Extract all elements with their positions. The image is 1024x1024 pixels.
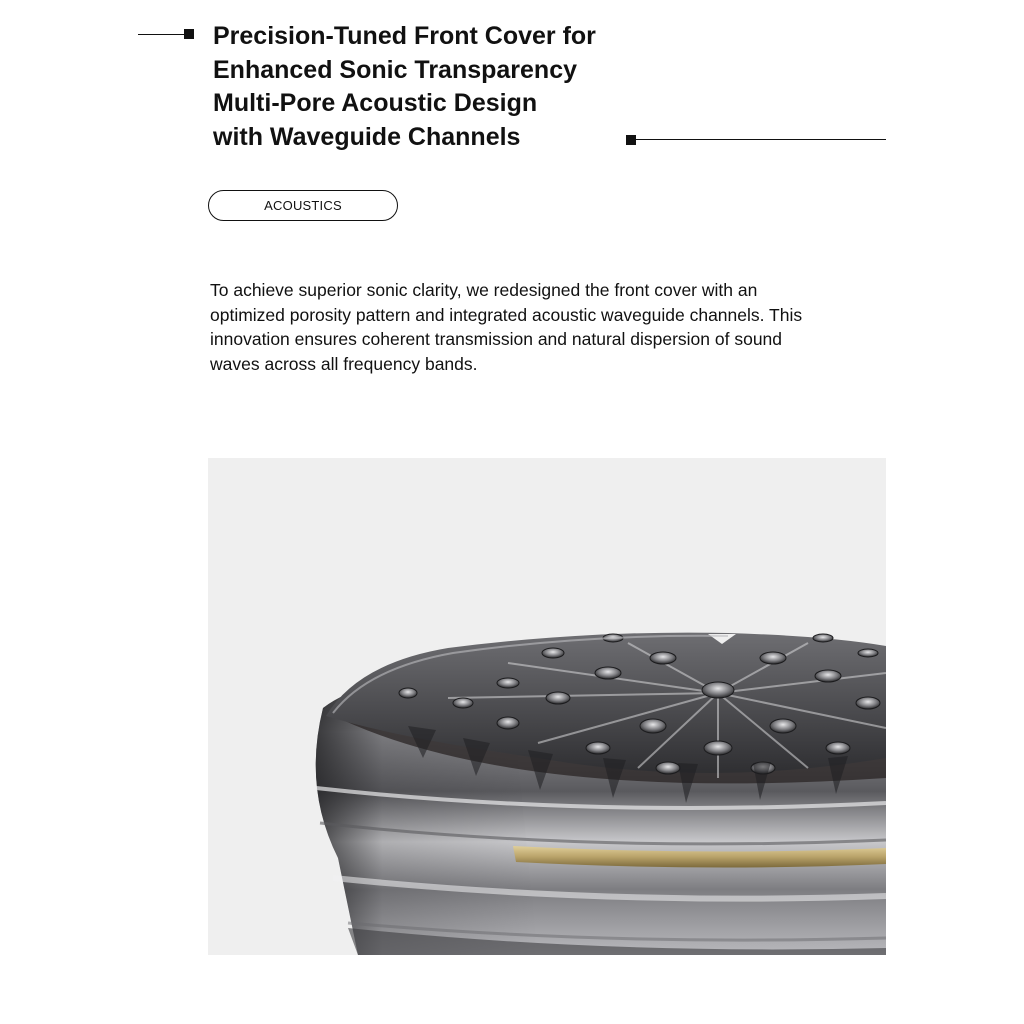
product-image <box>208 458 886 955</box>
headline-line-2: Enhanced Sonic Transparency <box>213 55 578 84</box>
headline <box>213 20 643 154</box>
decorative-line-left <box>138 34 188 35</box>
headline-line-4: with Waveguide Channels <box>213 122 521 151</box>
earphone-cover-illustration <box>208 458 886 955</box>
description-paragraph: To achieve superior sonic clarity, we redesigned the front cover with an optimized porosity pattern and integrated acoustic waveguide channels. This innovation ensures coherent transmission and natural dispersion of sound waves across all frequency bands. <box>210 280 803 374</box>
decorative-square-right <box>626 135 636 145</box>
acoustics-tag <box>208 190 398 221</box>
decorative-square-left <box>184 29 194 39</box>
decorative-line-right <box>632 139 886 140</box>
headline-line-1: Precision-Tuned Front Cover for <box>213 22 596 50</box>
headline-line-3: Multi-Pore Acoustic Design <box>213 89 538 117</box>
acoustics-tag-label: ACOUSTICS <box>264 198 342 213</box>
